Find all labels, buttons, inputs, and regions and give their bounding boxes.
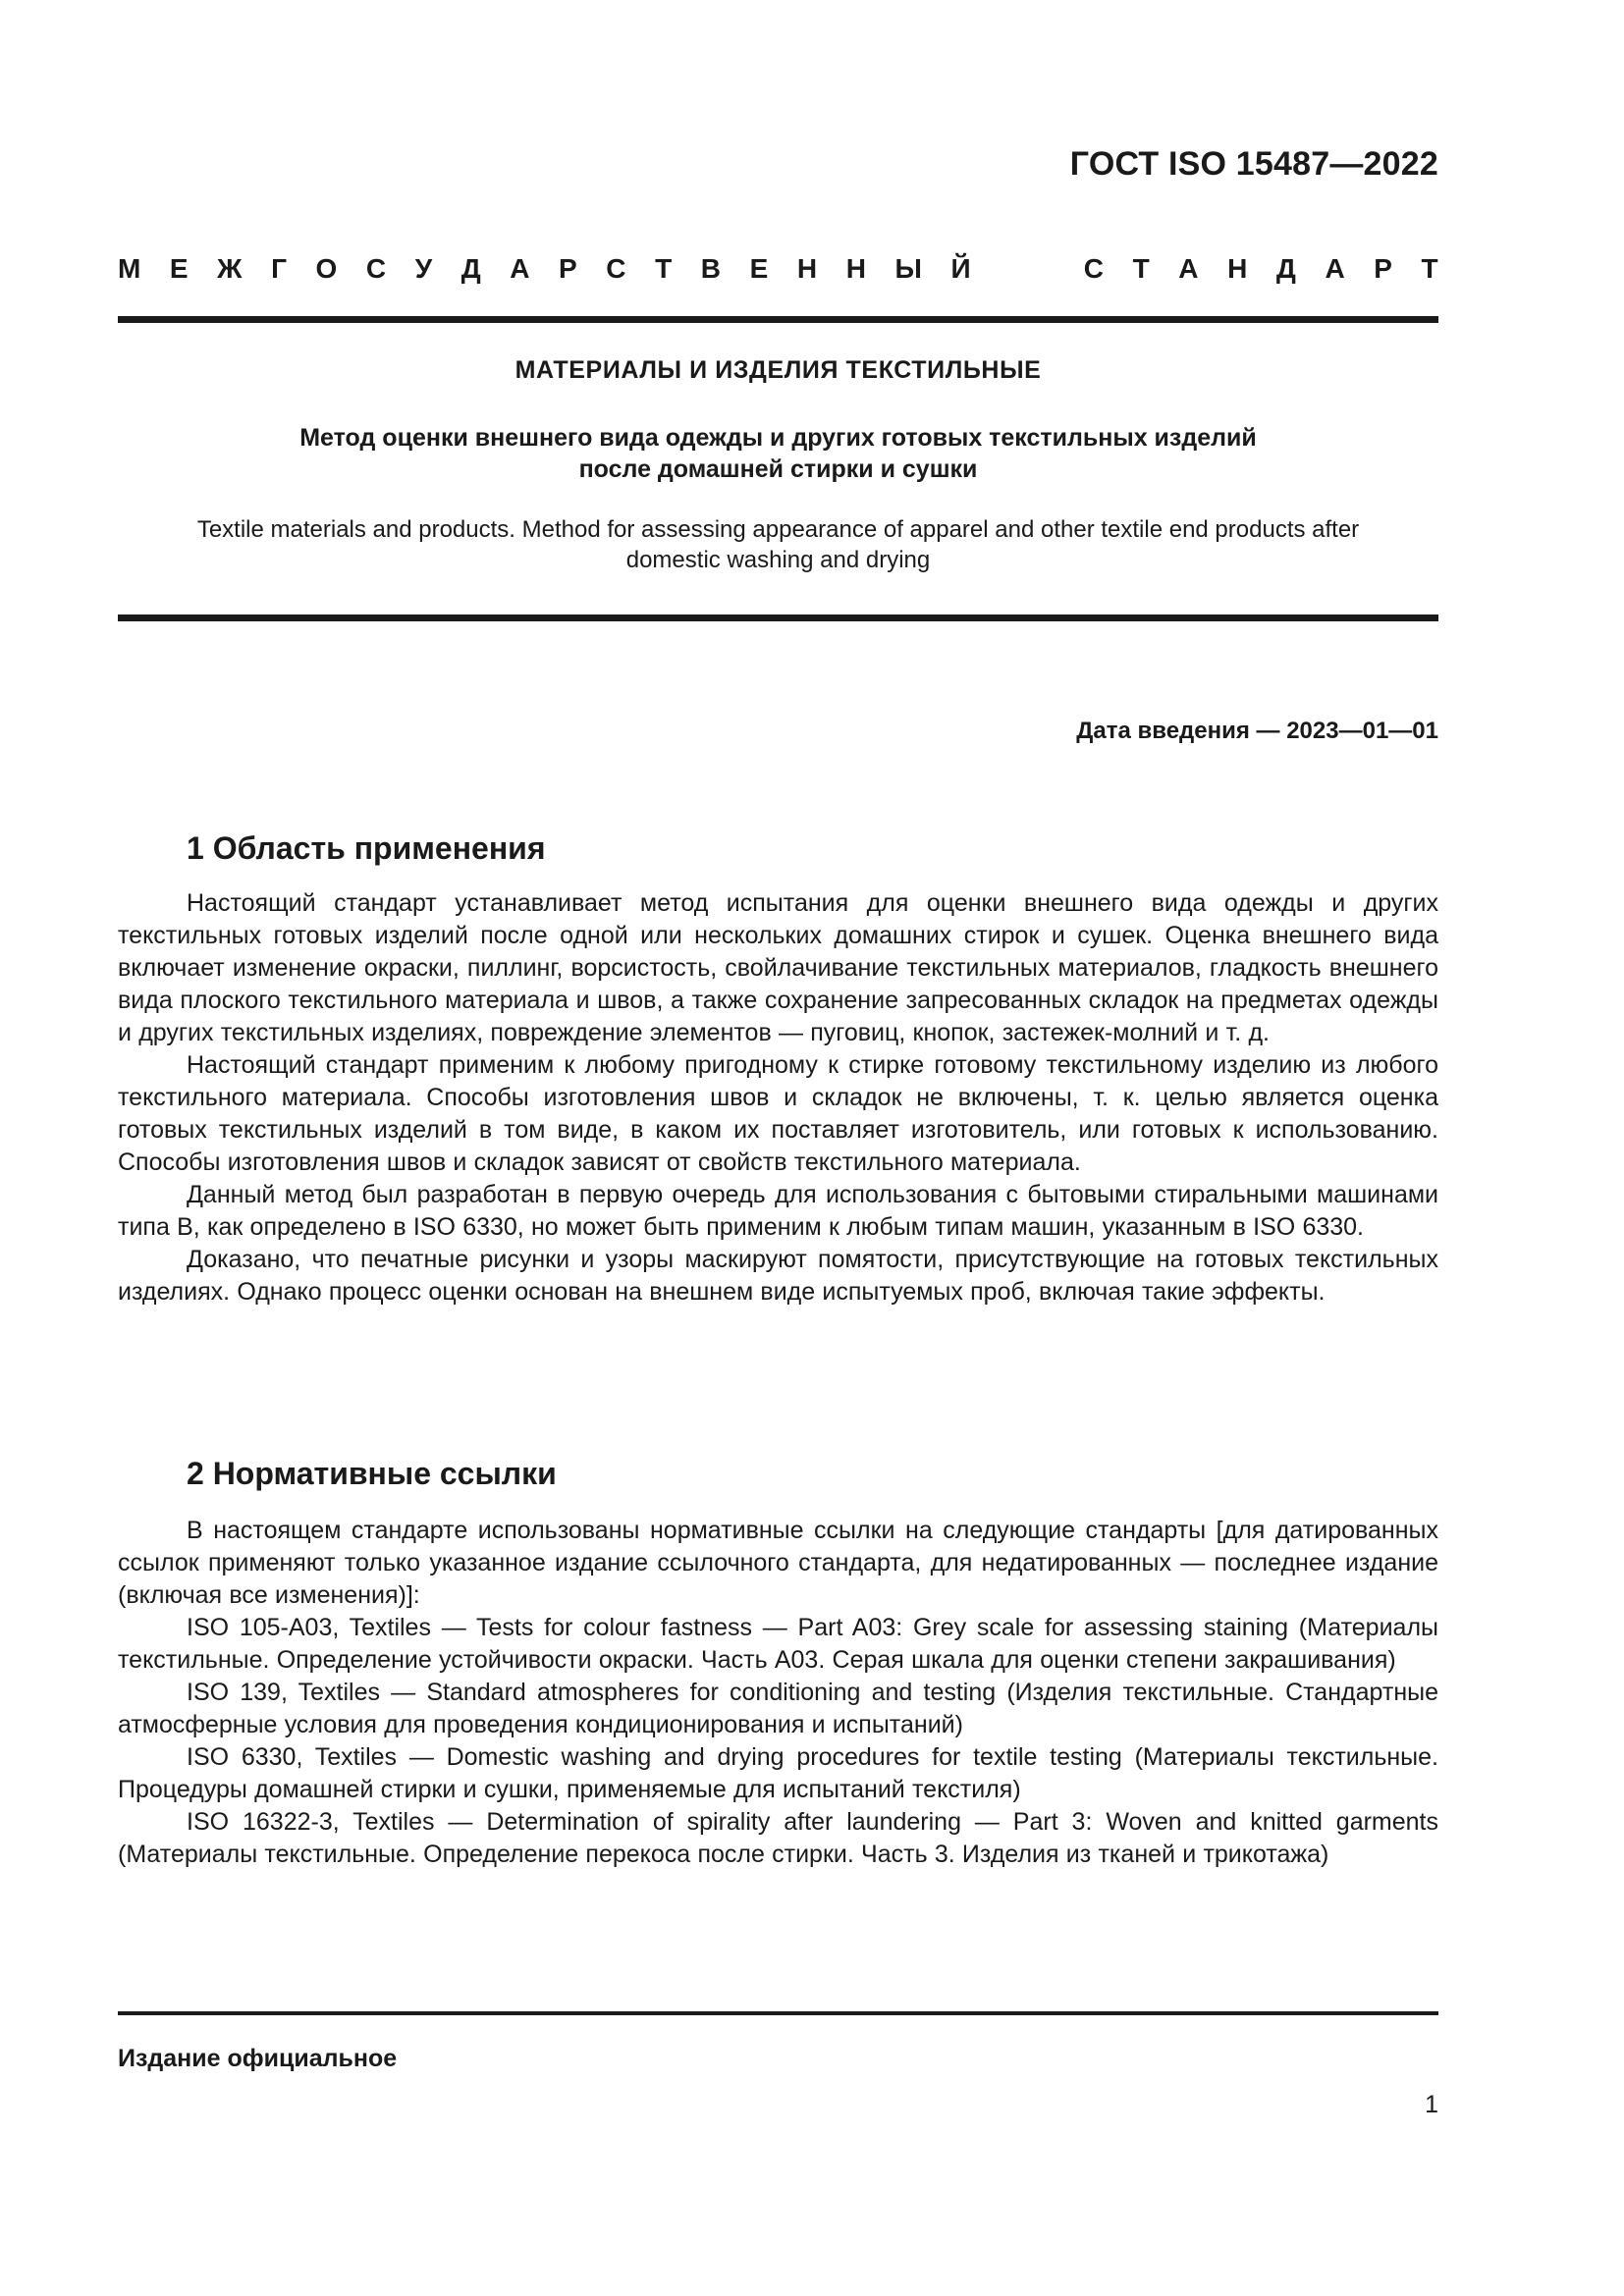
document-subtitle: [118, 422, 1438, 485]
section-1-body: [118, 887, 1438, 1308]
reference-item: ISO 6330, Textiles — Domestic washing and drying procedures for textile testing (Материалы текстильные. Процедуры домашней стирки и сушки, применяемые для испытаний текстиля): [118, 1743, 1438, 1803]
gost-number: ГОСТ ISO 15487—2022: [1069, 145, 1438, 183]
header-divider: [118, 316, 1438, 323]
heading-letter: Т: [1421, 253, 1438, 284]
english-title-line: Textile materials and products. Method for assessing appearance of apparel and other textile end products after: [196, 516, 1360, 543]
english-title: [118, 514, 1438, 575]
heading-letter: С: [365, 253, 387, 284]
heading-letter: Т: [1132, 253, 1150, 284]
heading-letter: С: [1083, 253, 1105, 284]
heading-letter: Ж: [217, 253, 243, 284]
heading-letter: Р: [1374, 253, 1392, 284]
paragraph: Настоящий стандарт применим к любому пригодному к стирке готовому текстильному изделию из любого текстильного материала. Способы изготовления швов и складок не включены, т. к. целью является оценка готовых текстильных изделий в том виде, в каком их поставляет изготовитель, или готовых к использованию. Способы изготовления швов и складок зависят от свойств текстильного материала.: [118, 1051, 1438, 1176]
section-1-heading: 1 Область применения: [187, 830, 546, 866]
heading-letter: Д: [1275, 253, 1296, 284]
reference-item: ISO 16322-3, Textiles — Determination of spirality after laundering — Part 3: Woven and knitted garments (Материалы текстильные. Определение перекоса после стирки. Часть 3. Изделия из тканей и трикотажа): [118, 1808, 1438, 1868]
heading-letter: Т: [655, 253, 673, 284]
reference-item: ISO 105-A03, Textiles — Tests for colour fastness — Part A03: Grey scale for assessing staining (Материалы текстильные. Определение устойчивости окраски. Часть А03. Серая шкала для оценки степени закрашивания): [118, 1614, 1438, 1674]
heading-letter: Г: [271, 253, 287, 284]
official-edition-label: Издание официальное: [118, 2045, 398, 2072]
page-number: 1: [1425, 2091, 1438, 2118]
subtitle-line: Метод оценки внешнего вида одежды и других готовых текстильных изделий: [299, 424, 1257, 452]
paragraph: Доказано, что печатные рисунки и узоры маскируют помятости, присутствующие на готовых текстильных изделиях. Однако процесс оценки основан на внешнем виде испытуемых проб, включая такие эффекты.: [118, 1246, 1438, 1306]
heading-letter: Н: [796, 253, 818, 284]
heading-letter: Е: [169, 253, 189, 284]
heading-letter: Ы: [894, 253, 922, 284]
subtitle-line: после домашней стирки и сушки: [578, 455, 978, 483]
paragraph: Настоящий стандарт устанавливает метод испытания для оценки внешнего вида одежды и других текстильных готовых изделий после одной или нескольких домашних стирок и сушек. Оценка внешнего вида включает изменение окраски, пиллинг, ворсистость, свойлачивание текстильных материалов, гладкость внешнего вида плоского текстильного материала и швов, а также сохранение запресованных складок на предметах одежды и других текстильных изделиях, повреждение элементов — пуговиц, кнопок, застежек-молний и т. д.: [118, 889, 1438, 1046]
heading-letter: О: [315, 253, 338, 284]
paragraph: Данный метод был разработан в первую очередь для использования с бытовыми стиральными машинами типа В, как определено в ISO 6330, но может быть применим к любым типам машин, указанным в ISO 6330.: [118, 1181, 1438, 1241]
heading-letter: Й: [950, 253, 971, 284]
heading-letter: В: [700, 253, 722, 284]
title-divider: [118, 614, 1438, 621]
heading-letter: Р: [559, 253, 577, 284]
heading-letter: А: [1178, 253, 1199, 284]
section-2-heading: 2 Нормативные ссылки: [187, 1456, 557, 1491]
heading-letter: Е: [749, 253, 769, 284]
document-title: МАТЕРИАЛЫ И ИЗДЕЛИЯ ТЕКСТИЛЬНЫЕ: [514, 356, 1042, 384]
heading-letter: Н: [1227, 253, 1248, 284]
heading-letter: У: [414, 253, 433, 284]
footer-divider: [118, 2011, 1438, 2015]
english-title-line: domestic washing and drying: [625, 547, 931, 573]
heading-letter: А: [1325, 253, 1345, 284]
heading-letter: М: [118, 253, 141, 284]
heading-letter: С: [606, 253, 626, 284]
introduction-date: Дата введения — 2023—01—01: [1076, 718, 1438, 744]
reference-item: ISO 139, Textiles — Standard atmospheres for conditioning and testing (Изделия текстильные. Стандартные атмосферные условия для проведения кондиционирования и испытаний): [118, 1679, 1438, 1738]
interstate-standard-heading: [118, 253, 1438, 285]
paragraph: В настоящем стандарте использованы нормативные ссылки на следующие стандарты [для датированных ссылок применяют только указанное издание ссылочного стандарта, для недатированных — последнее издание (включая все изменения)]:: [118, 1517, 1438, 1609]
heading-letter: Д: [460, 253, 481, 284]
section-2-body: [118, 1515, 1438, 1871]
heading-letter: Н: [845, 253, 866, 284]
heading-letter: А: [510, 253, 530, 284]
